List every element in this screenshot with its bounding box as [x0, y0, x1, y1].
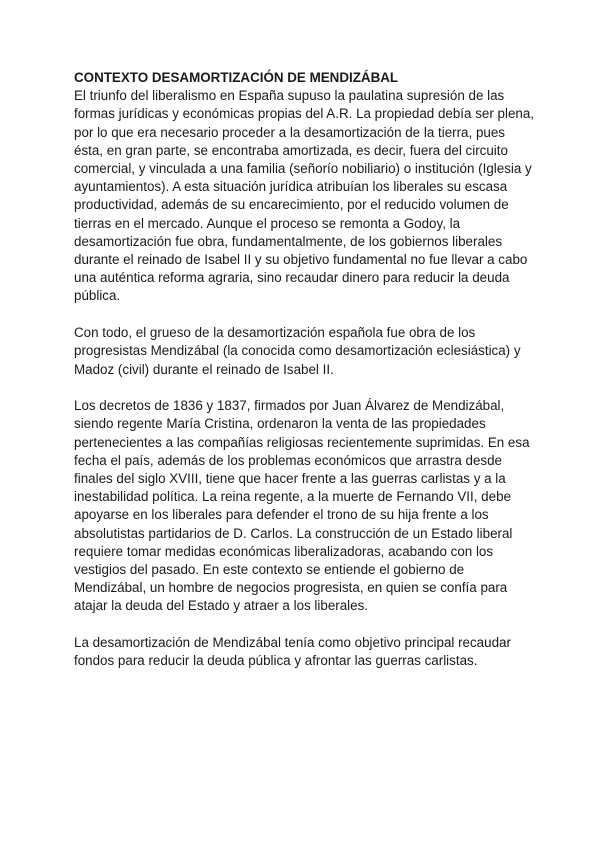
paragraph-4: La desamortización de Mendizábal tenía como objetivo principal recaudar fondos para reducir la deuda pública y afrontar las guerras carlistas. [74, 635, 511, 669]
document-title: CONTEXTO DESAMORTIZACIÓN DE MENDIZÁBAL [74, 70, 399, 85]
paragraph-1: El triunfo del liberalismo en España supuso la paulatina supresión de las formas jurídicas y económicas propias del A.R. La propiedad debía ser plena, por lo que era necesario proceder a la desamortización de la tierra, pues ésta, en gran parte, se encontraba amortizada, es decir, fuera del circuito comercial, y vinculada a una familia (señorío nobiliario) o institución (Iglesia y ayuntamientos). A esta situación jurídica atribuían los liberales su escasa productividad, además de su encarecimiento, por el reducido volumen de tierras en el mercado. Aunque el proceso se remonta a Godoy, la desamortización fue obra, fundamentalmente, de los gobiernos liberales durante el reinado de Isabel II y su objetivo fundamental no fue llevar a cabo una auténtica reforma agraria, sino recaudar dinero para reducir la deuda pública. [74, 88, 535, 304]
paragraph-3: Los decretos de 1836 y 1837, firmados por Juan Álvarez de Mendizábal, siendo regente María Cristina, ordenaron la venta de las propiedades pertenecientes a las compañías religiosas recientemente suprimidas. En esa fecha el país, además de los problemas económicos que arrastra desde finales del siglo XVIII, tiene que hacer frente a las guerras carlistas y a la inestabilidad política. La reina regente, a la muerte de Fernando VII, debe apoyarse en los liberales para defender el trono de su hija frente a los absolutistas partidarios de D. Carlos. La construcción de un Estado liberal requiere tomar medidas económicas liberalizadoras, acabando con los vestigios del pasado. En este contexto se entiende el gobierno de Mendizábal, un hombre de negocios progresista, en quien se confía para atajar la deuda del Estado y atraer a los liberales. [74, 398, 530, 614]
document-body [74, 69, 534, 689]
paragraph-2: Con todo, el grueso de la desamortización española fue obra de los progresistas Mendizábal (la conocida como desamortización eclesiástica) y Madoz (civil) durante el reinado de Isabel II. [74, 325, 521, 377]
